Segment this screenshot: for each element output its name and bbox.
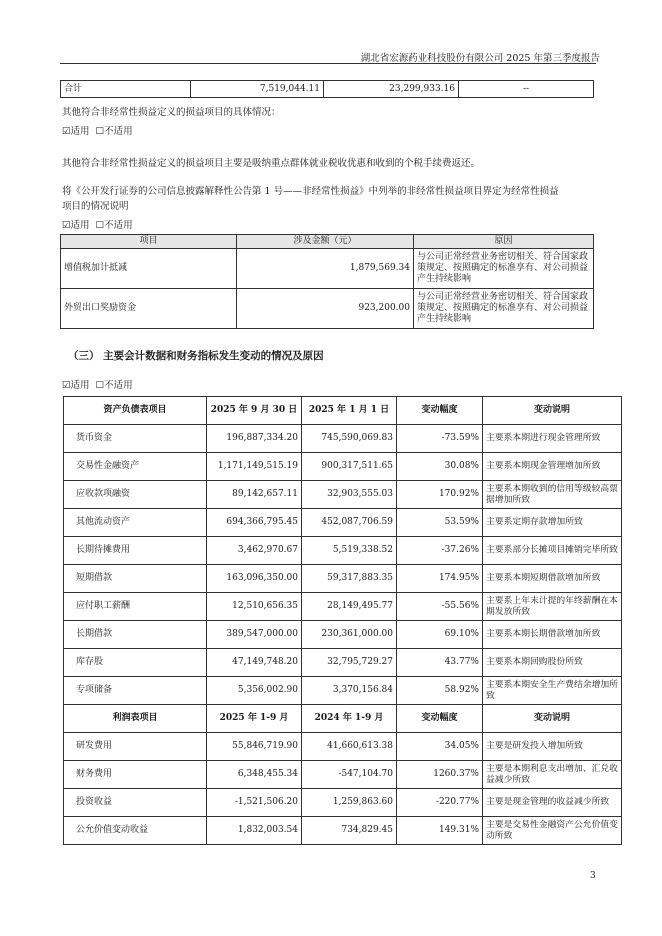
col-header-amount: 涉及金额（元） [237, 235, 414, 249]
row-reason: 与公司正常经营业务密切相关、符合国家政策规定、按照确定的标准享有、对公司损益产生持续影响 [414, 249, 594, 289]
row-value-b: 900,317,511.65 [302, 453, 397, 481]
not-applicable-checkbox: ☐不适用 [95, 220, 133, 231]
row-change: -55.56% [397, 593, 483, 621]
row-value-b: 3,370,156.84 [302, 677, 397, 705]
row-value-a: -1,521,506.20 [207, 789, 302, 817]
table-row [64, 537, 622, 565]
bs-header-item: 资产负债表项目 [64, 397, 207, 425]
row-value-b: -547,104.70 [302, 761, 397, 789]
row-value-a: 1,171,149,515.19 [207, 453, 302, 481]
row-item: 应收款项融资 [64, 481, 207, 509]
applicable-check-1 [62, 123, 133, 137]
row-change: 43.77% [397, 649, 483, 677]
table-row [64, 621, 622, 649]
table-row [64, 761, 622, 789]
row-value-a: 12,510,656.35 [207, 593, 302, 621]
row-value-a: 1,832,003.54 [207, 817, 302, 845]
row-desc: 主要系本期短期借款增加所致 [483, 565, 622, 593]
total-note: -- [459, 81, 594, 98]
pl-header-desc: 变动说明 [483, 705, 622, 733]
table-row [64, 481, 622, 509]
row-item: 应付职工薪酬 [64, 593, 207, 621]
row-item: 其他流动资产 [64, 509, 207, 537]
table-row [64, 565, 622, 593]
row-change: 174.95% [397, 565, 483, 593]
paragraph-2: 其他符合非经常性损益定义的损益项目主要是吸纳重点群体就业税收优惠和收到的个税手续费返还。 [62, 158, 481, 169]
header-divider [60, 63, 596, 64]
row-amount: 1,879,569.34 [237, 249, 414, 289]
table-row [64, 509, 622, 537]
row-change: 170.92% [397, 481, 483, 509]
row-reason: 与公司正常经营业务密切相关、符合国家政策规定、按照确定的标准享有、对公司损益产生持续影响 [414, 289, 594, 329]
row-value-a: 3,462,970.67 [207, 537, 302, 565]
row-value-b: 745,590,069.83 [302, 425, 397, 453]
row-value-b: 230,361,000.00 [302, 621, 397, 649]
row-desc: 主要是本期利息支出增加、汇兑收益减少所致 [483, 761, 622, 789]
row-change: 69.10% [397, 621, 483, 649]
reclass-table [60, 234, 594, 329]
applicable-check-3 [62, 377, 133, 391]
row-value-a: 6,348,455.34 [207, 761, 302, 789]
pl-header-change: 变动幅度 [397, 705, 483, 733]
applicable-checkbox: ☑适用 [62, 126, 90, 137]
row-value-b: 734,829.45 [302, 817, 397, 845]
page-header-title: 湖北省宏源药业科技股份有限公司 2025 年第三季度报告 [360, 53, 600, 64]
row-item: 增值税加计抵减 [61, 249, 237, 289]
row-desc: 主要系本期长期借款增加所致 [483, 621, 622, 649]
row-item: 交易性金融资产 [64, 453, 207, 481]
row-change: -37.26% [397, 537, 483, 565]
row-change: 53.59% [397, 509, 483, 537]
applicable-checkbox: ☑适用 [62, 220, 90, 231]
row-item: 专项储备 [64, 677, 207, 705]
bs-header-desc: 变动说明 [483, 397, 622, 425]
row-value-a: 389,547,000.00 [207, 621, 302, 649]
not-applicable-checkbox: ☐不适用 [95, 380, 133, 391]
row-value-a: 163,096,350.00 [207, 565, 302, 593]
paragraph-3-line-1: 将《公开发行证券的公司信息披露解释性公告第 1 号——非经常性损益》中列举的非经常性损益项目界定为经常性损益 [62, 186, 559, 197]
row-desc: 主要是研发投入增加所致 [483, 733, 622, 761]
paragraph-1: 其他符合非经常性损益定义的损益项目的具体情况： [62, 107, 281, 118]
total-current: 7,519,044.11 [191, 81, 324, 98]
applicable-checkbox: ☑适用 [62, 380, 90, 391]
row-value-b: 452,087,706.59 [302, 509, 397, 537]
row-change: 34.05% [397, 733, 483, 761]
table-row [64, 789, 622, 817]
applicable-check-2 [62, 217, 133, 231]
row-item: 外贸出口奖励资金 [61, 289, 237, 329]
row-desc: 主要系本期回购股份所致 [483, 649, 622, 677]
row-item: 公允价值变动收益 [64, 817, 207, 845]
col-header-item: 项目 [61, 235, 237, 249]
paragraph-3-line-2: 项目的情况说明 [62, 201, 129, 212]
row-change: 1260.37% [397, 761, 483, 789]
total-label: 合计 [61, 81, 191, 98]
row-desc: 主要系上年末计提的年终薪酬在本期发放所致 [483, 593, 622, 621]
row-value-a: 89,142,657.11 [207, 481, 302, 509]
row-item: 研发费用 [64, 733, 207, 761]
table-row [64, 425, 622, 453]
row-item: 投资收益 [64, 789, 207, 817]
row-value-b: 1,259,863.60 [302, 789, 397, 817]
bs-header-change: 变动幅度 [397, 397, 483, 425]
pl-header-item: 利润表项目 [64, 705, 207, 733]
bs-header-date1: 2025 年 9 月 30 日 [207, 397, 302, 425]
table-row [61, 249, 594, 289]
row-change: 58.92% [397, 677, 483, 705]
row-desc: 主要系定期存款增加所致 [483, 509, 622, 537]
row-value-b: 32,903,555.03 [302, 481, 397, 509]
table-row [64, 677, 622, 705]
row-item: 库存股 [64, 649, 207, 677]
row-desc: 主要系本期现金管理增加所致 [483, 453, 622, 481]
page-number: 3 [590, 871, 596, 881]
pl-header-period2: 2024 年 1-9 月 [302, 705, 397, 733]
row-value-a: 5,356,002.90 [207, 677, 302, 705]
table-row [64, 733, 622, 761]
row-value-a: 694,366,795.45 [207, 509, 302, 537]
row-item: 短期借款 [64, 565, 207, 593]
row-item: 财务费用 [64, 761, 207, 789]
row-desc: 主要系部分长摊项目摊销完毕所致 [483, 537, 622, 565]
table-row [61, 289, 594, 329]
total-ytd: 23,299,933.16 [324, 81, 459, 98]
row-change: -73.59% [397, 425, 483, 453]
table-row [64, 649, 622, 677]
row-value-b: 41,660,613.38 [302, 733, 397, 761]
total-table [60, 80, 594, 98]
row-value-b: 32,795,729.27 [302, 649, 397, 677]
row-value-a: 47,149,748.20 [207, 649, 302, 677]
row-desc: 主要是交易性金融资产公允价值变动所致 [483, 817, 622, 845]
table-row [64, 593, 622, 621]
row-change: -220.77% [397, 789, 483, 817]
row-item: 长期借款 [64, 621, 207, 649]
row-desc: 主要系本期收到的信用等级较高票据增加所致 [483, 481, 622, 509]
pl-header-period1: 2025 年 1-9 月 [207, 705, 302, 733]
changes-table [63, 396, 622, 845]
row-desc: 主要系本期进行现金管理所致 [483, 425, 622, 453]
row-value-b: 5,519,338.52 [302, 537, 397, 565]
row-item: 货币资金 [64, 425, 207, 453]
row-desc: 主要是现金管理的收益减少所致 [483, 789, 622, 817]
row-value-b: 59,317,883.35 [302, 565, 397, 593]
row-desc: 主要系本期安全生产费结余增加所致 [483, 677, 622, 705]
row-value-b: 28,149,495.77 [302, 593, 397, 621]
table-row [64, 453, 622, 481]
row-value-a: 196,887,334.20 [207, 425, 302, 453]
not-applicable-checkbox: ☐不适用 [95, 126, 133, 137]
bs-header-date2: 2025 年 1 月 1 日 [302, 397, 397, 425]
row-amount: 923,200.00 [237, 289, 414, 329]
col-header-reason: 原因 [414, 235, 594, 249]
row-item: 长期待摊费用 [64, 537, 207, 565]
row-change: 30.08% [397, 453, 483, 481]
section-title: （三） 主要会计数据和财务指标发生变动的情况及原因 [68, 350, 324, 362]
row-value-a: 55,846,719.90 [207, 733, 302, 761]
row-change: 149.31% [397, 817, 483, 845]
table-row [64, 817, 622, 845]
